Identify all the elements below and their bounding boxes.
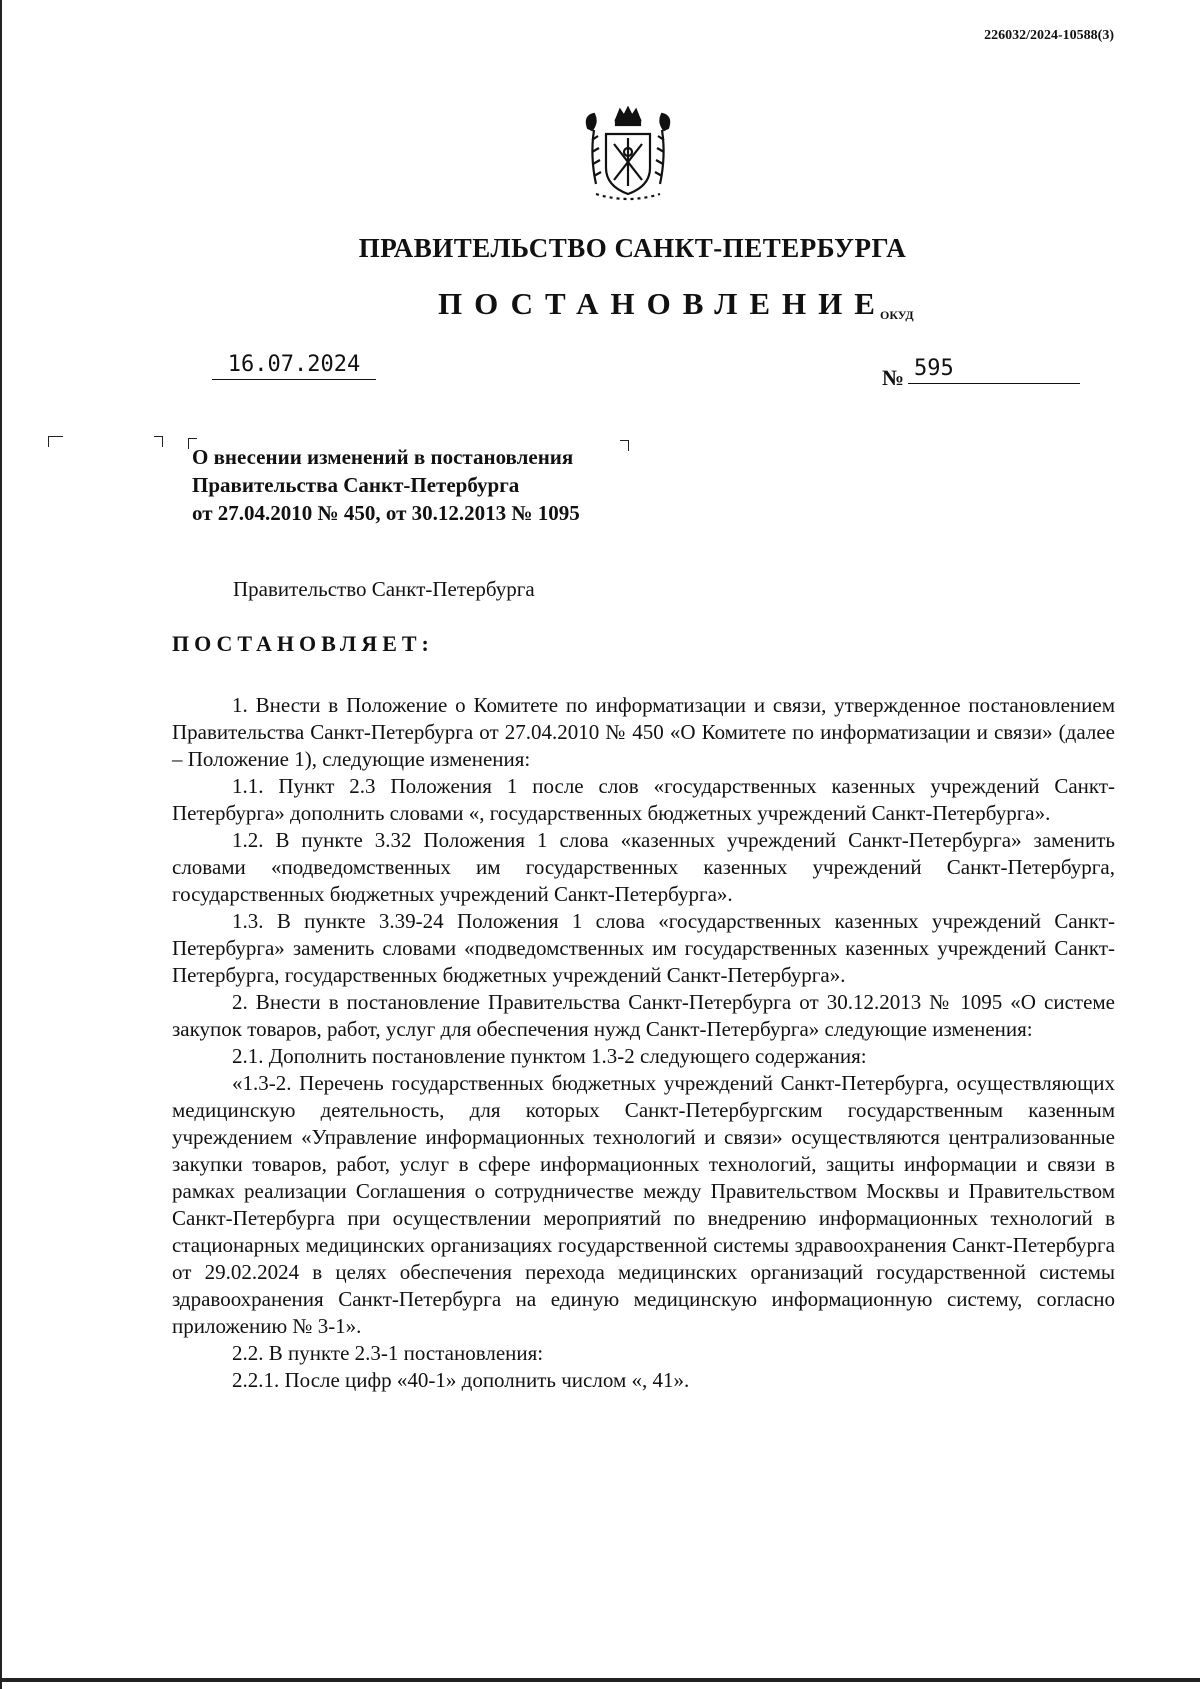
subject-line: от 27.04.2010 № 450, от 30.12.2013 № 1095 xyxy=(192,501,580,525)
scan-bottom-edge xyxy=(0,1678,1200,1682)
body-paragraph: 2. Внести в постановление Правительства Санкт-Петербурга от 30.12.2013 № 1095 «О системе закупок товаров, работ, услуг для обеспечения нужд Санкт-Петербурга» следующие изменения: xyxy=(172,990,1115,1041)
subject-line: О внесении изменений в постановления xyxy=(192,445,574,469)
body-paragraph: 1.2. В пункте 3.32 Положения 1 слова «казенных учреждений Санкт-Петербурга» заменить словами «подведомственных им государственных казенных учреждений Санкт-Петербурга, государственных бюджетных учреждений Санкт-Петербурга». xyxy=(172,828,1115,906)
okud-label: ОКУД xyxy=(880,308,914,322)
body-paragraph: 1.1. Пункт 2.3 Положения 1 после слов «государственных казенных учреждений Санкт-Петербурга» дополнить словами «, государственных бюджетных учреждений Санкт-Петербурга». xyxy=(172,774,1115,825)
body-paragraph: «1.3-2. Перечень государственных бюджетных учреждений Санкт-Петербурга, осуществляющих медицинскую деятельность, для которых Санкт-Петербургским государственным казенным учреждением «Управление информационных технологий и связи» осуществляются централизованные закупки товаров, работ, услуг в сфере информационных технологий, защиты информации и связи в рамках реализации Соглашения о сотрудничестве между Правительством Москвы и Правительством Санкт-Петербурга при осуществлении мероприятий по внедрению информационных технологий в стационарных медицинских организациях государственной системы здравоохранения Санкт-Петербурга от 29.02.2024 в целях обеспечения перехода медицинских организаций государственной системы здравоохранения Санкт-Петербурга на единую медицинскую информационную систему, согласно приложению № 3-1». xyxy=(172,1071,1115,1338)
document-subject xyxy=(192,443,580,527)
body-paragraph: 2.2. В пункте 2.3-1 постановления: xyxy=(232,1341,544,1365)
st-petersburg-coat-of-arms-icon xyxy=(578,106,678,206)
corner-bracket-left xyxy=(48,436,63,447)
number-label: № xyxy=(882,365,905,390)
body-paragraph: 1.3. В пункте 3.39-24 Положения 1 слова «государственных казенных учреждений Санкт-Петербурга» заменить словами «подведомственных им государственных казенных учреждений Санкт-Петербурга, государственных бюджетных учреждений Санкт-Петербурга». xyxy=(172,909,1115,987)
body-paragraph: 2.2.1. После цифр «40-1» дополнить числом «, 41». xyxy=(232,1368,690,1392)
body-paragraph: 2.1. Дополнить постановление пунктом 1.3-2 следующего содержания: xyxy=(232,1044,867,1068)
document-type-heading: ПОСТАНОВЛЕНИЕ xyxy=(438,286,887,321)
decree-heading: ПОСТАНОВЛЯЕТ: xyxy=(172,631,434,656)
government-title: ПРАВИТЕЛЬСТВО САНКТ-ПЕТЕРБУРГА xyxy=(358,233,907,263)
document-registration-code: 226032/2024-10588(3) xyxy=(984,28,1114,43)
subject-bracket-close xyxy=(620,440,629,451)
document-body xyxy=(172,692,1115,1394)
issuer-intro: Правительство Санкт-Петербурга xyxy=(233,577,535,601)
body-paragraph: 1. Внести в Положение о Комитете по информатизации и связи, утвержденное постановлением Правительства Санкт-Петербурга от 27.04.2010 № 450 «О Комитете по информатизации и связи» (далее – Положение 1), следующие изменения: xyxy=(172,693,1115,771)
document-number: 595 xyxy=(908,356,1080,384)
subject-line: Правительства Санкт-Петербурга xyxy=(192,473,520,497)
corner-bracket-small xyxy=(154,436,163,447)
document-date: 16.07.2024 xyxy=(212,352,376,380)
